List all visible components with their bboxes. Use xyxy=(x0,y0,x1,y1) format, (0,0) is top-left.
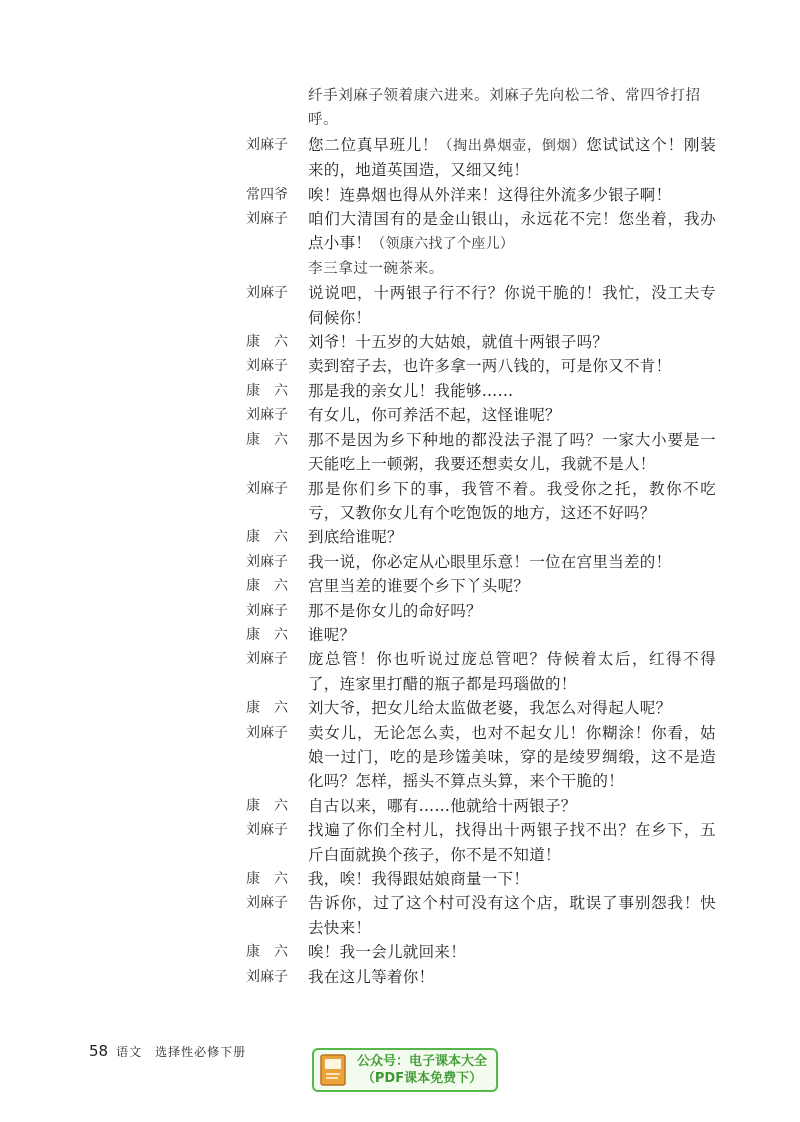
dialogue-line xyxy=(246,354,716,378)
speaker-name: 刘麻子 xyxy=(246,211,288,228)
speaker-name: 刘麻子 xyxy=(246,822,288,839)
speech-text xyxy=(308,647,716,696)
speech-segment: 庞总管！你也听说过庞总管吧？侍候着太后，红得不得了，连家里打醋的瓶子都是玛瑙做的！ xyxy=(308,650,716,693)
speech-text xyxy=(308,818,716,867)
speaker-name: 康 六 xyxy=(246,334,288,351)
speech-text xyxy=(308,330,716,354)
speech-text xyxy=(308,428,716,477)
speech-text xyxy=(308,574,716,598)
speech-segment: 您二位真早班儿！ xyxy=(308,135,439,154)
speech-segment: 我一说，你必定从心眼里乐意！一位在宫里当差的！ xyxy=(308,552,672,571)
speaker-name: 常四爷 xyxy=(246,186,288,203)
speech-segment: 您试试这个！刚装来的，地道英国造，又细又纯！ xyxy=(308,135,717,180)
speech-text xyxy=(308,696,716,720)
speech-segment: 宫里当差的谁要个乡下丫头呢？ xyxy=(308,577,530,596)
speech-segment: 谁呢？ xyxy=(308,625,356,644)
dialogue-line xyxy=(246,867,716,891)
speaker-name: 刘麻子 xyxy=(246,602,288,619)
dialogue-line xyxy=(246,183,716,207)
speech-text xyxy=(308,281,716,330)
dialogue-line xyxy=(246,525,716,549)
dialogue-line xyxy=(246,281,716,330)
speech-text xyxy=(308,133,716,183)
dialogue-line xyxy=(246,599,716,623)
speech-text xyxy=(308,891,716,940)
dialogue-line xyxy=(246,818,716,867)
page-number: 58 xyxy=(89,1042,109,1060)
dialogue-line xyxy=(246,330,716,354)
speech-segment: 唉！我一会儿就回来！ xyxy=(308,943,467,962)
speech-text xyxy=(308,965,716,989)
speech-segment: 那不是你女儿的命好吗？ xyxy=(308,601,482,620)
dialogue-line xyxy=(246,891,716,940)
speech-segment: 到底给谁呢？ xyxy=(308,528,403,547)
speech-segment: 有女儿，你可养活不起，这怪谁呢？ xyxy=(308,406,561,425)
speech-segment: 找遍了你们全村儿，找得出十两银子找不出？在乡下，五斤白面就换个孩子，你不是不知道！ xyxy=(308,821,716,864)
speaker-name: 刘麻子 xyxy=(246,895,288,912)
speech-text xyxy=(308,354,716,378)
book-title: 语文 选择性必修下册 xyxy=(116,1045,247,1059)
speaker-name: 康 六 xyxy=(246,700,288,717)
speech-segment: 那不是因为乡下种地的都没法子混了吗？一家大小要是一天能吃上一顿粥，我要还想卖女儿，我就不是人！ xyxy=(308,430,716,474)
speech-text xyxy=(308,940,716,964)
stage-direction: 纤手刘麻子领着康六进来。刘麻子先向松二爷、常四爷打招呼。 xyxy=(308,88,701,129)
dialogue-line xyxy=(246,647,716,696)
speaker-name: 康 六 xyxy=(246,626,288,643)
speaker-name: 刘麻子 xyxy=(246,285,288,302)
dialogue-line xyxy=(246,965,716,989)
speech-text xyxy=(308,623,716,647)
play-script xyxy=(246,84,716,989)
speech-segment: 刘大爷，把女儿给太监做老婆，我怎么对得起人呢？ xyxy=(308,699,672,718)
speech-text xyxy=(308,477,716,526)
speaker-name: 刘麻子 xyxy=(246,480,288,497)
inline-stage-direction: （领康六找了个座儿） xyxy=(371,236,515,253)
speech-segment: 我在这儿等着你！ xyxy=(308,967,435,986)
speech-segment: 刘爷！十五岁的大姑娘，就值十两银子吗？ xyxy=(308,333,609,352)
speaker-name: 刘麻子 xyxy=(246,136,288,153)
page-footer xyxy=(89,1042,246,1060)
dialogue-line xyxy=(246,574,716,598)
speech-segment: 唉！连鼻烟也得从外洋来！这得往外流多少银子啊！ xyxy=(308,185,672,204)
speaker-name: 刘麻子 xyxy=(246,968,288,985)
speech-text xyxy=(308,599,716,623)
watermark-badge xyxy=(312,1048,498,1092)
speech-segment: 那是我的亲女儿！我能够…… xyxy=(308,381,514,400)
watermark-line-2: （PDF课本免费下） xyxy=(361,1071,483,1086)
dialogue-line xyxy=(246,623,716,647)
speech-segment: 卖到窑子去，也许多拿一两八钱的，可是你又不肯！ xyxy=(308,357,672,376)
dialogue-line xyxy=(246,721,716,794)
book-logo-icon xyxy=(318,1052,348,1088)
speech-segment: 告诉你，过了这个村可没有这个店，耽误了事别怨我！快去快来！ xyxy=(308,894,716,937)
dialogue-line xyxy=(246,696,716,720)
speech-text xyxy=(308,550,716,574)
dialogue-line xyxy=(246,207,716,257)
speech-text xyxy=(308,721,716,794)
speaker-name: 康 六 xyxy=(246,797,288,814)
speaker-name: 刘麻子 xyxy=(246,724,288,741)
speech-segment: 咱们大清国有的是金山银山，永远花不完！您坐着，我办点小事！ xyxy=(308,210,716,253)
speech-text xyxy=(308,207,716,257)
dialogue-line xyxy=(246,379,716,403)
speaker-name: 康 六 xyxy=(246,529,288,546)
speech-segment: 自古以来，哪有……他就给十两银子？ xyxy=(308,796,577,815)
speech-text xyxy=(308,403,716,427)
speaker-name: 刘麻子 xyxy=(246,651,288,668)
speech-text xyxy=(308,525,716,549)
speaker-name: 康 六 xyxy=(246,871,288,887)
speech-text xyxy=(308,794,716,818)
inline-stage-direction: （掏出鼻烟壶，倒烟） xyxy=(438,137,587,154)
dialogue-line xyxy=(246,428,716,477)
speaker-name: 康 六 xyxy=(246,431,288,448)
speaker-name: 刘麻子 xyxy=(246,407,288,424)
speech-text xyxy=(308,867,716,891)
stage-direction: 李三拿过一碗茶来。 xyxy=(308,260,444,277)
dialogue-line xyxy=(246,794,716,818)
speaker-name: 刘麻子 xyxy=(246,358,288,375)
speaker-name: 康 六 xyxy=(246,944,288,961)
speaker-name: 康 六 xyxy=(246,382,288,399)
dialogue-line xyxy=(246,133,716,183)
watermark-line-1: 公众号：电子课本大全 xyxy=(356,1054,487,1069)
dialogue-line xyxy=(246,477,716,526)
speech-text xyxy=(308,379,716,403)
speech-segment: 那是你们乡下的事，我管不着。我受你之托，教你不吃亏，又教你女儿有个吃饱饭的地方，这还不好吗？ xyxy=(308,479,716,522)
speech-segment: 卖女儿，无论怎么卖，也对不起女儿！你糊涂！你看，姑娘一过门，吃的是珍馐美味，穿的是绫罗绸缎，这不是造化吗？怎样，摇头不算点头算，来个干脆的！ xyxy=(308,723,716,791)
dialogue-line xyxy=(246,403,716,427)
dialogue-line xyxy=(246,550,716,574)
speech-segment: 说说吧，十两银子行不行？你说干脆的！我忙，没工夫专伺候你！ xyxy=(308,284,716,327)
speaker-name: 刘麻子 xyxy=(246,553,288,570)
dialogue-line xyxy=(246,940,716,964)
speech-segment: 我，唉！我得跟姑娘商量一下！ xyxy=(308,870,530,888)
speaker-name: 康 六 xyxy=(246,578,288,595)
watermark-text xyxy=(348,1053,496,1087)
speech-text xyxy=(308,183,716,207)
